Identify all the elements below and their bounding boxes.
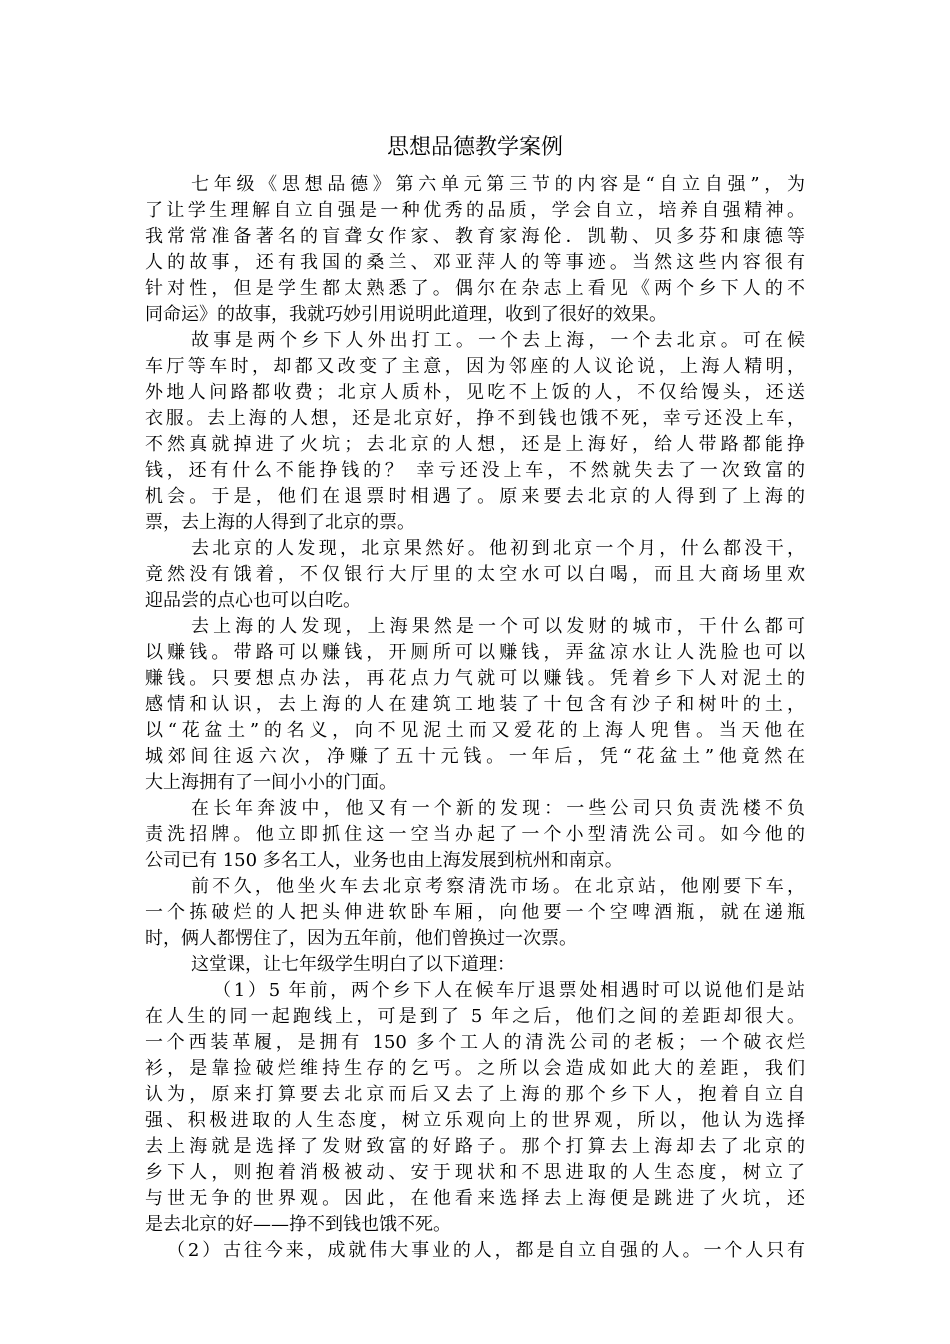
text-line: 故事是两个乡下人外出打工。一个去上海，一个去北京。可在候 (191, 330, 805, 351)
text-line: 去上海就是选择了发财致富的好路子。那个打算去上海却去了北京的 (145, 1136, 805, 1157)
text-line: （1）5 年前，两个乡下人在候车厅退票处相遇时可以说他们是站 (213, 980, 805, 1001)
text-line: 强、积极进取的人生态度，树立乐观向上的世界观，所以，他认为选择 (145, 1110, 805, 1131)
text-line: 一个西装革履，是拥有 150 多个工人的清洗公司的老板；一个破衣烂 (145, 1032, 805, 1053)
document-body (145, 172, 805, 1264)
text-line: 衣服。去上海的人想，还是北京好，挣不到钱也饿不死，幸亏还没上车， (145, 408, 805, 429)
text-line: 前不久，他坐火车去北京考察清洗市场。在北京站，他刚要下车， (191, 876, 805, 897)
text-line: 了让学生理解自立自强是一种优秀的品质，学会自立，培养自强精神。 (145, 200, 805, 221)
text-line: 以“花盆土”的名义，向不见泥土而又爱花的上海人兜售。当天他在 (145, 720, 805, 741)
text-line: 同命运》的故事，我就巧妙引用说明此道理，收到了很好的效果。 (145, 304, 667, 325)
text-line: 感情和认识，去上海的人在建筑工地装了十包含有沙子和树叶的土， (145, 694, 805, 715)
text-line: 竟然没有饿着，不仅银行大厅里的太空水可以白喝，而且大商场里欢 (145, 564, 805, 585)
text-line: 与世无争的世界观。因此，在他看来选择去上海便是跳进了火坑，还 (145, 1188, 805, 1209)
text-line: 针对性，但是学生都太熟悉了。偶尔在杂志上看见《两个乡下人的不 (145, 278, 805, 299)
text-line: 以赚钱。带路可以赚钱，开厕所可以赚钱，弄盆凉水让人洗脸也可以 (145, 642, 805, 663)
document-title: 思想品德教学案例 (386, 135, 563, 160)
text-line: 不然真就掉进了火坑；去北京的人想，还是上海好，给人带路都能挣 (145, 434, 805, 455)
text-line: 城郊间往返六次，净赚了五十元钱。一年后，凭“花盆土”他竟然在 (145, 746, 805, 767)
text-line: 去上海的人发现，上海果然是一个可以发财的城市，干什么都可 (191, 616, 805, 637)
text-line: 公司已有 150 多名工人，业务也由上海发展到杭州和南京。 (145, 850, 623, 871)
text-line: 这堂课，让七年级学生明白了以下道理： (191, 954, 515, 975)
text-line: 时，俩人都愣住了，因为五年前，他们曾换过一次票。 (145, 928, 577, 949)
text-line: 乡下人，则抱着消极被动、安于现状和不思进取的人生态度，树立了 (145, 1162, 805, 1183)
text-line: 大上海拥有了一间小小的门面。 (145, 772, 397, 793)
text-line: 衫，是靠捡破烂维持生存的乞丐。之所以会造成如此大的差距，我们 (145, 1058, 805, 1079)
text-line: 是去北京的好——挣不到钱也饿不死。 (145, 1214, 451, 1235)
text-line: 认为，原来打算要去北京而后又去了上海的那个乡下人，抱着自立自 (145, 1084, 805, 1105)
text-line: 票，去上海的人得到了北京的票。 (145, 512, 415, 533)
text-line: 机会。于是，他们在退票时相遇了。原来要去北京的人得到了上海的 (145, 486, 805, 507)
text-line: 一个拣破烂的人把头伸进软卧车厢，向他要一个空啤酒瓶，就在递瓶 (145, 902, 805, 923)
text-line: 迎品尝的点心也可以白吃。 (145, 590, 361, 611)
text-line: 去北京的人发现，北京果然好。他初到北京一个月，什么都没干， (191, 538, 805, 559)
text-line: 责洗招牌。他立即抓住这一空当办起了一个小型清洗公司。如今他的 (145, 824, 805, 845)
text-line: 我常常准备著名的盲聋女作家、教育家海伦．凯勒、贝多芬和康德等 (145, 226, 805, 247)
text-line: 赚钱。只要想点办法，再花点力气就可以赚钱。凭着乡下人对泥土的 (145, 668, 805, 689)
text-line: 外地人问路都收费；北京人质朴，见吃不上饭的人，不仅给馒头，还送 (145, 382, 805, 403)
text-line: 车厅等车时，却都又改变了主意，因为邻座的人议论说，上海人精明， (145, 356, 805, 377)
text-line: （2）古往今来，成就伟大事业的人，都是自立自强的人。一个人只有 (167, 1240, 805, 1261)
text-line: 人的故事，还有我国的桑兰、邓亚萍人的等事迹。当然这些内容很有 (145, 252, 805, 273)
text-line: 在长年奔波中，他又有一个新的发现：一些公司只负责洗楼不负 (191, 798, 805, 819)
text-line: 七年级《思想品德》第六单元第三节的内容是“自立自强”，为 (191, 174, 805, 195)
text-line: 钱，还有什么不能挣钱的？ 幸亏还没上车，不然就失去了一次致富的 (145, 460, 805, 481)
text-line: 在人生的同一起跑线上，可是到了 5 年之后，他们之间的差距却很大。 (145, 1006, 805, 1027)
